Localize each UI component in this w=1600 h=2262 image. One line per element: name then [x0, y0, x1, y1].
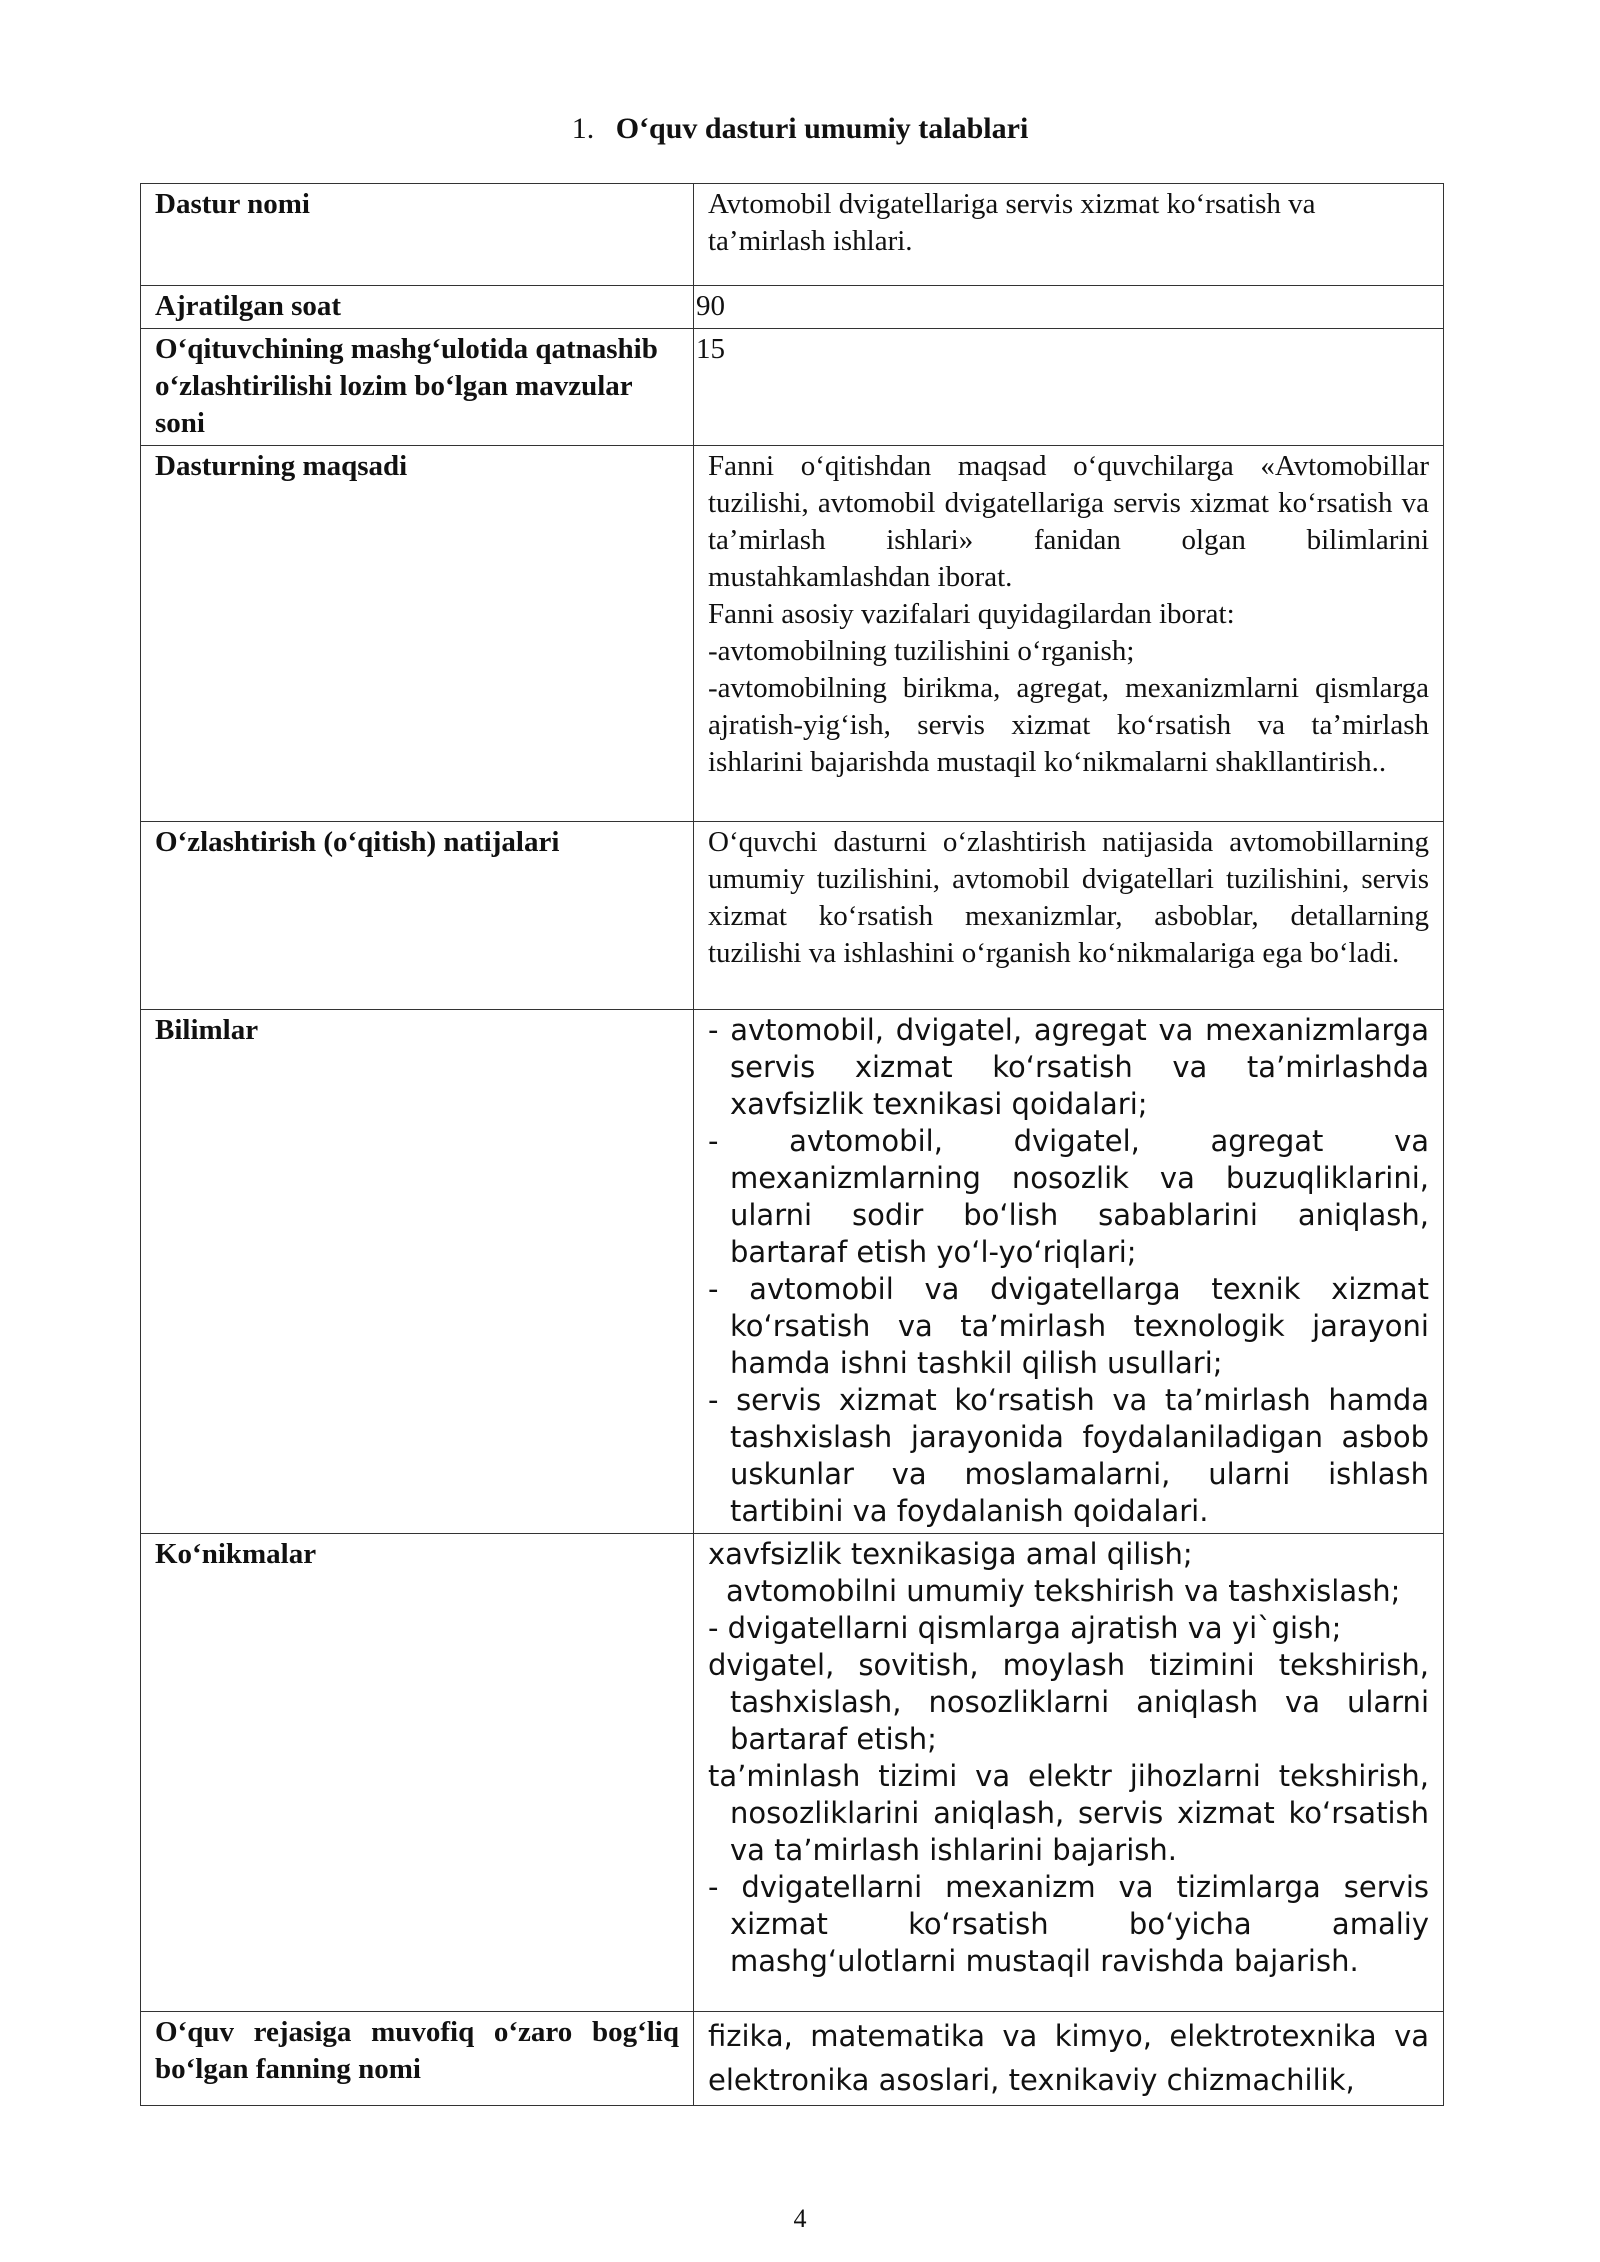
list-item: - dvigatellarni mexanizm va tizimlarga servis xizmat ko‘rsatish bo‘yicha amaliy mashg‘ulotlarni mustaqil ravishda bajarish.: [708, 1870, 1429, 1978]
table-row-maqsad: [141, 446, 1444, 822]
table-row-fanlar: [141, 2012, 1444, 2106]
table-row-bilimlar: [141, 1010, 1444, 1534]
list-item: - avtomobil, dvigatel, agregat va mexanizmlarning nosozlik va buzuqliklarini, ularni sodir bo‘lish sabablarini aniqlash, bartaraf etish yo‘l-yo‘riqlari;: [708, 1124, 1429, 1269]
value-natijalar: O‘quvchi dasturni o‘zlashtirish natijasida avtomobillarning umumiy tuzilishini, avtomobil dvigatellari tuzilishini, servis xizmat ko‘rsatish mexanizmlar, asboblar, detallarning tuzilishi va ishlashini o‘rganish ko‘nikmalariga ega bo‘ladi.: [694, 822, 1444, 1010]
label-mavzular: O‘qituvchining mashg‘ulotida qatnashib o‘zlashtirilishi lozim bo‘lgan mavzular soni: [141, 329, 694, 446]
maqsad-paragraph: Fanni asosiy vazifalari quyidagilardan iborat:: [708, 598, 1235, 630]
table-row-dastur-nomi: [141, 184, 1444, 286]
list-item: - avtomobil, dvigatel, agregat va mexanizmlarga servis xizmat ko‘rsatish va ta’mirlashda xavfsizlik texnikasi qoidalari;: [708, 1013, 1429, 1121]
label-dastur-nomi: Dastur nomi: [141, 184, 694, 286]
label-soat: Ajratilgan soat: [141, 286, 694, 329]
program-requirements-table: [140, 183, 1444, 2106]
list-item: dvigatel, sovitish, moylash tizimini tekshirish, tashxislash, nosozliklarni aniqlash va ularni bartaraf etish;: [708, 1648, 1429, 1756]
label-konikmalar: Ko‘nikmalar: [141, 1534, 694, 2012]
fanlar-text: fizika, matematika va kimyo, elektrotexnika va elektronika asoslari, texnikaviy chizmachilik,: [708, 2019, 1429, 2097]
label-natijalar: O‘zlashtirish (o‘qitish) natijalari: [141, 822, 694, 1010]
table-row-soat: [141, 286, 1444, 329]
value-fanlar: [694, 2012, 1444, 2106]
list-item: - servis xizmat ko‘rsatish va ta’mirlash hamda tashxislash jarayonida foydalaniladigan asbob uskunlar va moslamalarni, ularni ishlash tartibini va foydalanish qoidalari.: [708, 1383, 1429, 1528]
list-item: - avtomobil va dvigatellarga texnik xizmat ko‘rsatish va ta’mirlash texnologik jarayoni hamda ishni tashkil qilish usullari;: [708, 1272, 1429, 1380]
maqsad-paragraph: -avtomobilning tuzilishini o‘rganish;: [708, 635, 1135, 667]
list-item: ta’minlash tizimi va elektr jihozlarni tekshirish, nosozliklarini aniqlash, servis xizmat ko‘rsatish va ta’mirlash ishlarini bajarish.: [708, 1759, 1429, 1867]
value-bilimlar: [694, 1010, 1444, 1534]
maqsad-paragraph: -avtomobilning birikma, agregat, mexanizmlarni qismlarga ajratish-yig‘ish, servis xizmat ko‘rsatish va ta’mirlash ishlarini bajarishda mustaqil ko‘nikmalarni shakllantirish..: [708, 672, 1429, 778]
table-row-natijalar: [141, 822, 1444, 1010]
list-item: avtomobilni umumiy tekshirish va tashxislash;: [726, 1574, 1401, 1608]
list-item: xavfsizlik texnikasiga amal qilish;: [708, 1537, 1193, 1571]
label-fanlar: O‘quv rejasiga muvofiq o‘zaro bog‘liq bo‘lgan fanning nomi: [141, 2012, 694, 2106]
section-number: 1.: [571, 112, 595, 145]
table-row-konikmalar: [141, 1534, 1444, 2012]
label-maqsad: Dasturning maqsadi: [141, 446, 694, 822]
value-dastur-nomi: Avtomobil dvigatellariga servis xizmat ko‘rsatish va ta’mirlash ishlari.: [694, 184, 1444, 286]
value-konikmalar: [694, 1534, 1444, 2012]
section-heading: [0, 112, 1600, 146]
section-title: O‘quv dasturi umumiy talablari: [615, 112, 1029, 145]
value-mavzular: 15: [694, 329, 1444, 446]
table-row-mavzular: [141, 329, 1444, 446]
value-maqsad: [694, 446, 1444, 822]
page-number: 4: [793, 2204, 807, 2233]
label-bilimlar: Bilimlar: [141, 1010, 694, 1534]
list-item: - dvigatellarni qismlarga ajratish va yi`gish;: [708, 1611, 1342, 1645]
maqsad-paragraph: Fanni o‘qitishdan maqsad o‘quvchilarga «Avtomobillar tuzilishi, avtomobil dvigatellariga servis xizmat ko‘rsatish va ta’mirlash ishlari» fanidan olgan bilimlarini mustahkamlashdan iborat.: [708, 450, 1429, 593]
value-soat: 90: [694, 286, 1444, 329]
